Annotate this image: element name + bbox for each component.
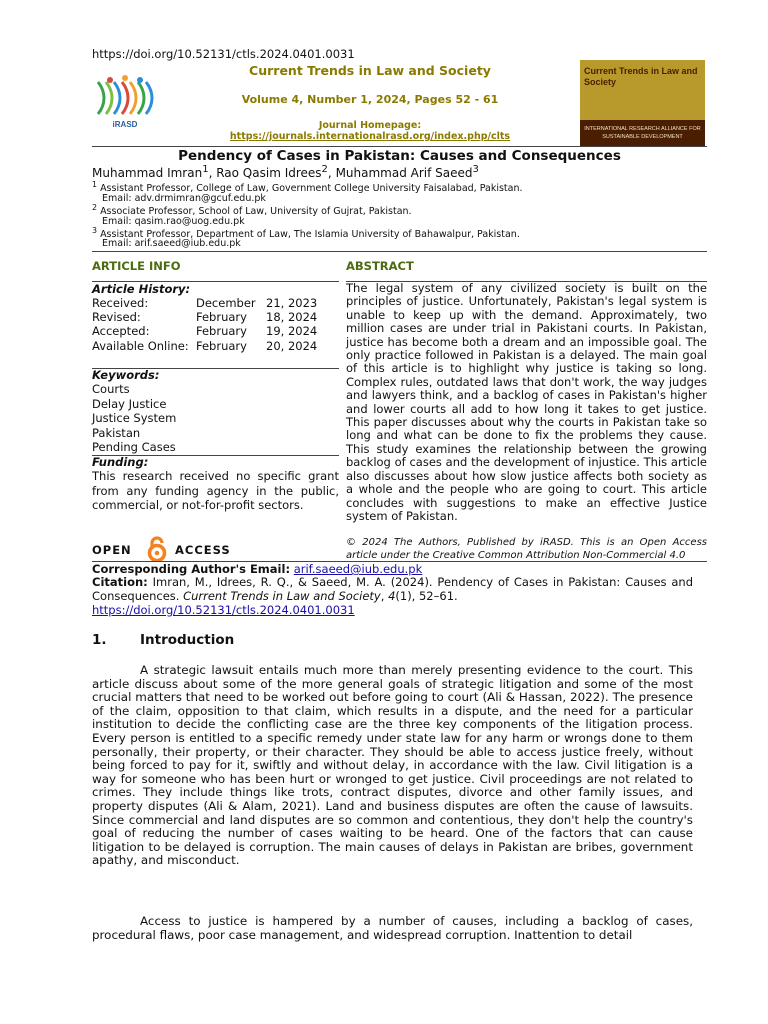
license-text: © 2024 The Authors, Published by iRASD. This is an Open Access article under the Creative Common Attribution Non-Commercial 4.0 [346,537,707,561]
aff-sup: 3 [92,226,98,235]
journal-cover-image [580,60,705,146]
history-date: 20, 2024 [266,339,318,353]
history-label: Article History: [92,282,191,296]
history-date: 19, 2024 [266,324,318,338]
divider [92,251,707,252]
author-name: Rao Qasim Idrees [216,166,322,180]
irasd-logo-text: iRASD [112,120,138,129]
aff-sup: 1 [92,180,98,189]
author-name: Muhammad Imran [92,166,203,180]
author-sup: 2 [321,164,328,175]
homepage-url-link[interactable]: https://journals.internationalrasd.org/index.php/clts [229,131,511,142]
section-number: 1. [92,632,107,648]
citation-journal: Current Trends in Law and Society [183,588,381,603]
keyword: Pakistan [92,425,141,440]
corresponding-label: Corresponding Author's Email: [92,562,291,576]
abstract-text: The legal system of any civilized society is built on the principles of justice. Unfortunately, Pakistan's legal system is unable to keep up with the demand. Approximately, two million cases are under trial in Pakistani courts. In Pakistan, justice has become both a dream and an impossible goal. The only practice followed in Pakistan is a delayed. The main goal of this article is to highlight why justice is taking so long. Complex rules, outdated laws that don't work, the way judges and lawyers think, and a backlog of cases in Pakistan's higher and lower courts all add to how long it takes to get justice. This paper discusses about why the courts in Pakistan take so long and what can be done to fix the problems they cause. This study examines the relationship between the growing backlog of cases and the development of injustice. This article also discusses about how slow justice affects both society as a whole and the people who are going to court. This article concludes with suggestions to make an effective Justice system of Pakistan. [346,281,707,523]
aff-text: Assistant Professor, Department of Law, The Islamia University of Bahawalpur, Pakistan. [100,229,520,241]
history-key: Available Online: [92,339,189,353]
funding-text: This research received no specific grant from any funding agency in the public, commercial, or not-for-profit sectors. [92,469,339,512]
homepage-url-wrapper [170,131,570,142]
affiliation-2-email: Email: qasim.rao@uog.edu.pk [102,216,245,227]
open-access-open: OPEN [92,543,132,557]
funding-label: Funding: [92,455,149,469]
corresponding-email-link[interactable]: arif.saeed@iub.edu.pk [293,562,423,576]
author-list: Muhammad Imran$^1$, Rao Qasim Idrees$^2$, Muhammad Arif Saeed$^3$ [92,164,479,180]
affiliation-3-email: Email: arif.saeed@iub.edu.pk [102,238,241,249]
history-row-accepted [92,324,332,339]
cover-band: INTERNATIONAL RESEARCH ALLIANCE FOR SUSTAINABLE DEVELOPMENT [580,120,705,146]
volume-info: Volume 4, Number 1, 2024, Pages 52 - 61 [241,93,499,106]
affiliation-1-email: Email: adv.drmimran@gcuf.edu.pk [102,193,266,204]
irasd-logo [92,74,158,130]
article-title: Pendency of Cases in Pakistan: Causes and Consequences [178,148,621,164]
history-month: December [196,296,256,310]
history-key: Revised: [92,310,141,324]
keyword: Justice System [92,411,177,425]
author-sup: 1 [202,164,209,175]
open-access-access: ACCESS [175,543,231,557]
keyword: Pending Cases [92,440,176,454]
citation: Citation: Imran, M., Idrees, R. Q., & Saeed, M. A. (2024). Pendency of Cases in Pakistan: Causes and Consequences. Current Trends in Law and Society, 4(1), 52–61. [92,575,693,603]
citation-doi-link[interactable]: https://doi.org/10.52131/ctls.2024.0401.0031 [92,603,355,617]
cover-title: Current Trends in Law and Society [584,66,698,87]
citation-text: Imran, M., Idrees, R. Q., & Saeed, M. A. (2024). Pendency of Cases in Pakistan: Causes and Consequences. [92,575,693,603]
aff-text: Associate Professor, School of Law, University of Gujrat, Pakistan. [100,206,412,218]
abstract-heading: ABSTRACT [346,259,414,273]
keyword: Delay Justice [92,396,167,411]
keywords-label: Keywords: [92,368,160,382]
history-key: Accepted: [92,324,150,338]
journal-name: Current Trends in Law and Society [249,63,491,78]
aff-text: Assistant Professor, College of Law, Government College University Faisalabad, Pakistan. [100,183,523,195]
body-paragraph: Access to justice is hampered by a number of causes, including a backlog of cases, procedural flaws, poor case management, and widespread corruption. Inattention to detail [92,914,693,942]
doi-link[interactable]: https://doi.org/10.52131/ctls.2024.0401.0031 [92,47,355,61]
history-month: February [196,339,247,353]
history-row-received [92,296,332,311]
history-date: 18, 2024 [266,310,318,324]
article-info-heading: ARTICLE INFO [92,259,181,273]
section-title: Introduction [140,632,235,648]
divider [92,146,707,147]
open-access-lock-icon [143,536,171,562]
keyword-list [92,382,176,455]
history-date: 21, 2023 [266,296,318,310]
corresponding-author [92,562,422,576]
history-row-revised [92,310,332,325]
citation-volume: 4 [388,588,396,603]
aff-sup: 2 [92,203,98,212]
citation-label: Citation: [92,575,148,589]
history-month: February [196,310,247,324]
homepage-label: Journal Homepage: [318,120,422,131]
author-sup: 3 [472,164,479,175]
keyword: Courts [92,382,130,396]
citation-issue-pages: (1), 52–61. [395,588,458,603]
author-name: Muhammad Arif Saeed [335,166,473,180]
history-key: Received: [92,296,149,310]
body-paragraph: A strategic lawsuit entails much more than merely presenting evidence to the court. This article discuss about some of the more general goals of strategic litigation and some of the most crucial matters that need to be worked out before going to court (Ali & Hassan, 2022). The presence of the claim, opposition to that claim, which results in a dispute, and the need for a particular institution to decide the conflicting case are the three key components of the litigation process. Every person is entitled to a specific remedy under state law for any harm or wrongs done to them personally, their property, or their character. They should be able to access justice freely, without being forced to pay for it, swiftly and without delay, in accordance with the law. Civil litigation is a way for someone who has been hurt or wronged to get justice. Civil proceedings are not related to crimes. They include things like trots, contract disputes, divorce and other family issues, and property disputes (Ali & Alam, 2021). Land and business disputes are often the cause of lawsuits. Since commercial and land disputes are so common and contentious, they don't help the country's goal of reducing the number of cases waiting to be heard. One of the factors that can cause litigation to be delayed is corruption. The main causes of delays in Pakistan are bribes, government apathy, and misconduct. [92,663,693,868]
history-month: February [196,324,247,338]
history-row-available [92,339,332,354]
